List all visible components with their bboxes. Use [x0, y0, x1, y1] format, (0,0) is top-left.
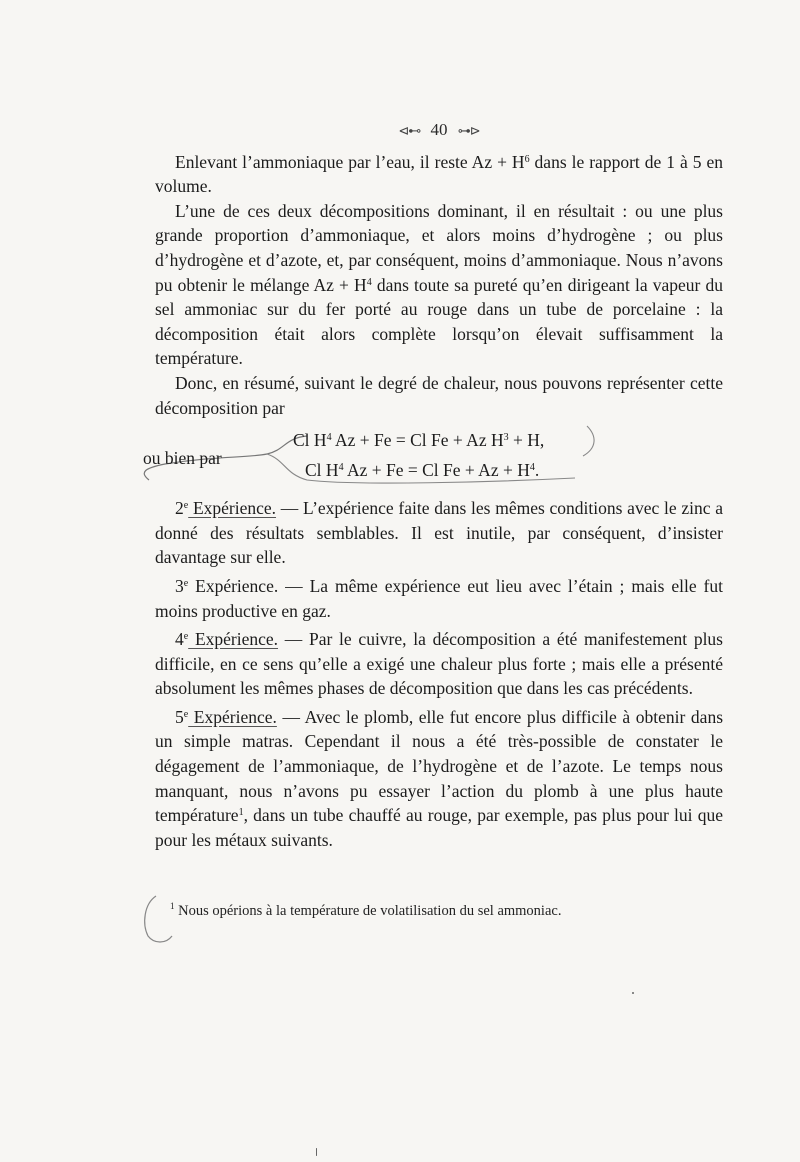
exp5-label: Expérience.	[188, 706, 277, 727]
exp5-sup: e	[183, 708, 189, 720]
p2-text-a: L’une de ces deux décompositions dominant, il en résultait : ou une plus grande proportion d’ammoniaque, et alors moins d’hydrogène ; ou plus d’hydrogène et d’azote, et, par conséquent, moins d’ammoniaque. Nous n’avons pu obtenir le mélange Az + H	[155, 200, 723, 295]
f2-part-c: .	[534, 460, 540, 481]
header-ornament-right: ⊶⊳	[457, 123, 480, 138]
f1-part-a: Cl H	[293, 430, 327, 451]
experiment-4	[155, 627, 723, 701]
footnote-text: Nous opérions à la température de volatilisation du sel ammoniac.	[178, 903, 562, 919]
exp5-text-a: — Avec le plomb, elle fut encore plus difficile à obtenir dans un simple matras. Cependant il nous a été très-possible de constater le dégagement de l’ammoniaque, de l’hydrogène et de l’azote. Le temps nous manquant, nous n’avons pu essayer l’action du plomb à une plus haute température	[155, 706, 724, 826]
exp2-sup: e	[183, 500, 189, 512]
p3-text: Donc, en résumé, suivant le degré de chaleur, nous pouvons représenter cette décomposition par	[155, 372, 723, 418]
paragraph-2	[155, 199, 723, 371]
exp2-text: — L’expérience faite dans les mêmes conditions avec le zinc a donné des résultats semblables. Il est inutile, par conséquent, d’insister davantage sur elle.	[155, 498, 723, 568]
formula-block	[143, 424, 723, 492]
exp4-number: 4	[175, 629, 184, 650]
exp2-number: 2	[175, 498, 184, 519]
page-header	[155, 118, 723, 144]
experiment-2	[155, 496, 723, 570]
formula-1	[293, 428, 544, 453]
page-number: 40	[430, 120, 448, 139]
p1-superscript: 6	[524, 153, 530, 165]
exp3-text: — La même expérience eut lieu avec l’étain ; mais elle fut moins productive en gaz.	[155, 575, 723, 621]
header-ornament-left: ⊲⊷	[398, 123, 421, 138]
paper-speck	[316, 1148, 317, 1156]
exp4-text: — Par le cuivre, la décomposition a été manifestement plus difficile, en ce sens qu’elle a exigé une chaleur plus forte ; mais elle a présenté absolument les mêmes phases de décomposition que dans les cas précédents.	[155, 629, 723, 699]
exp2-label: Expérience.	[188, 498, 277, 519]
formula-label: ou bien par	[143, 448, 222, 469]
exp5-text-b: , dans un tube chauffé au rouge, par exemple, pas plus pour lui que pour les métaux suivants.	[155, 805, 723, 850]
p2-superscript: 4	[366, 276, 372, 288]
footnote	[170, 903, 561, 920]
p1-text-a: Enlevant l’ammoniaque par l’eau, il reste Az + H	[175, 151, 525, 172]
exp3-label: Expérience.	[188, 575, 279, 596]
f1-sup-2: 3	[503, 432, 509, 444]
paragraph-3	[155, 371, 723, 420]
paragraph-1	[155, 150, 723, 199]
f2-part-a: Cl H	[305, 460, 339, 481]
p2-text-b: dans toute sa pureté qu’en dirigeant la vapeur du sel ammoniac sur du fer porté au rouge dans un tube de porcelaine : la décomposition était alors complète lorsqu’on élevait suffisamment la température.	[155, 274, 724, 369]
p1-text-b: dans le rapport de 1 à 5 en volume.	[155, 151, 723, 197]
f1-part-b: Az + Fe = Cl Fe + Az H	[331, 430, 504, 451]
f2-part-b: Az + Fe = Cl Fe + Az + H	[343, 460, 530, 481]
experiment-5	[155, 705, 723, 853]
paper-speck	[632, 992, 634, 994]
handwritten-footnote-bracket-icon	[140, 890, 180, 950]
exp5-footnote-ref: 1	[238, 807, 244, 819]
page-body	[143, 118, 724, 852]
f2-sup-1: 4	[338, 462, 344, 474]
footnote-mark: 1	[170, 901, 175, 911]
experiment-3	[155, 574, 723, 623]
f1-sup-1: 4	[326, 432, 332, 444]
formula-2	[305, 458, 539, 483]
exp4-sup: e	[183, 631, 189, 643]
exp3-number: 3	[175, 575, 184, 596]
exp5-number: 5	[175, 706, 184, 727]
exp4-label: Expérience.	[188, 629, 279, 650]
exp3-sup: e	[183, 577, 189, 589]
f1-part-c: + H,	[508, 430, 545, 451]
f2-sup-2: 4	[529, 462, 535, 474]
